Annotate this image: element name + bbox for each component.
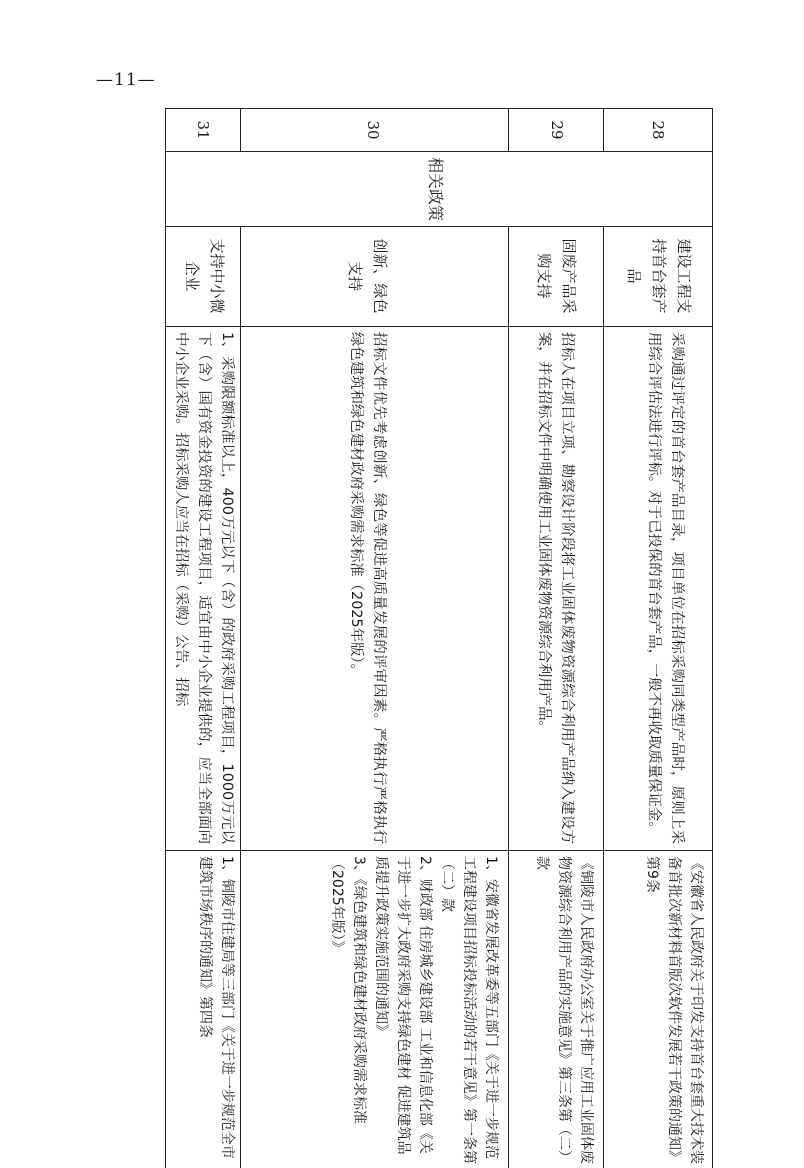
policy-basis-text: 2、财政部 住房城乡建设部 工业和信息化部《关于进一步扩大政府采购支持绿色建材 促进建筑品质提升政策实施范围的通知》 [373, 856, 433, 1155]
table-rule-col-2b [508, 226, 509, 1168]
policy-content [532, 332, 578, 844]
table-border-top [165, 108, 713, 109]
table-rule-col-3 [603, 108, 604, 151]
policy-content-text: 1、采购限额标准以上，400万元以下（含）的政府采购工程项目，1000万元以下（含）国有资金投资的建设工程项目，适宜由中小企业提供的，应当全部面向中小企业采购。招标采购人应当在招标（采购）公告、招标 [173, 332, 235, 844]
table-rule-name [165, 326, 713, 327]
row-number: 31 [194, 120, 212, 140]
policy-basis [641, 856, 707, 1164]
table-border-left [165, 108, 166, 1168]
table-rule-number [165, 151, 713, 152]
policy-name: 建设工程支持首台套产品 [625, 238, 693, 314]
policy-name: 创新、绿色支持 [346, 238, 389, 314]
row-number: 28 [649, 120, 667, 140]
table-rule-category [165, 226, 713, 227]
row-number: 29 [548, 120, 566, 140]
policy-basis-text: 1、安徽省发展改革委等五部门《关于进一步规范工程建设项目招标投标活动的若干意见》第一条第（二）款 [439, 856, 499, 1164]
policy-basis-text: 《铜陵市人民政府办公室关于推广应用工业固体废物资源综合利用产品的实施意见》第三条第（二）款 [534, 856, 594, 1164]
policy-name: 支持中小微企业 [183, 238, 226, 314]
policy-name: 固废产品采购支持 [535, 238, 578, 314]
table-rule-col-3b [603, 226, 604, 1168]
policy-basis [531, 856, 597, 1164]
table-rule-col-1 [240, 108, 241, 151]
policy-content-text: 招标人在项目立项、勘察设计阶段将工业固体废物资源综合利用产品纳入建设方案，并在招标文件中明确使用工业固体废物资源综合利用产品。 [536, 332, 575, 844]
policy-content [344, 332, 390, 844]
category-label: 相关政策 [426, 156, 445, 221]
policy-content [642, 332, 688, 844]
policy-basis-text: 1、铜陵市住建局等三部门《关于进一步规范全市建筑市场秩序的通知》第四条 [197, 856, 235, 1159]
policy-basis-text: 3、《绿色建筑和绿色建材政府采购需求标准（2025年版）》 [329, 856, 367, 1124]
policy-content-text: 招标文件优先考虑创新、绿色等促进高质量发展的评审因素。严格执行严格执行绿色建筑和绿色建材政府采购需求标准（2025年版）。 [348, 332, 387, 844]
table-rule-col-2 [508, 108, 509, 151]
table-border-right [712, 108, 713, 1168]
table-rule-col-1b [240, 226, 241, 1168]
table-rule-content [165, 850, 713, 851]
page-number: —11— [96, 70, 156, 90]
policy-basis [326, 856, 502, 1164]
policy-basis-text: 《安徽省人民政府关于印发支持首台套重大技术装备首批次新材料首版次软件发展若干政策的通知》第9条 [644, 856, 704, 1164]
policy-content-text: 采购通过评定的首台套产品目录，项目单位在招标采购同类型产品时，原则上采用综合评估法进行评标。对于已投保的首台套产品，一般不再收取质量保证金。 [646, 332, 685, 844]
policy-basis [194, 856, 238, 1164]
row-number: 30 [364, 120, 382, 140]
policy-content [169, 332, 238, 844]
